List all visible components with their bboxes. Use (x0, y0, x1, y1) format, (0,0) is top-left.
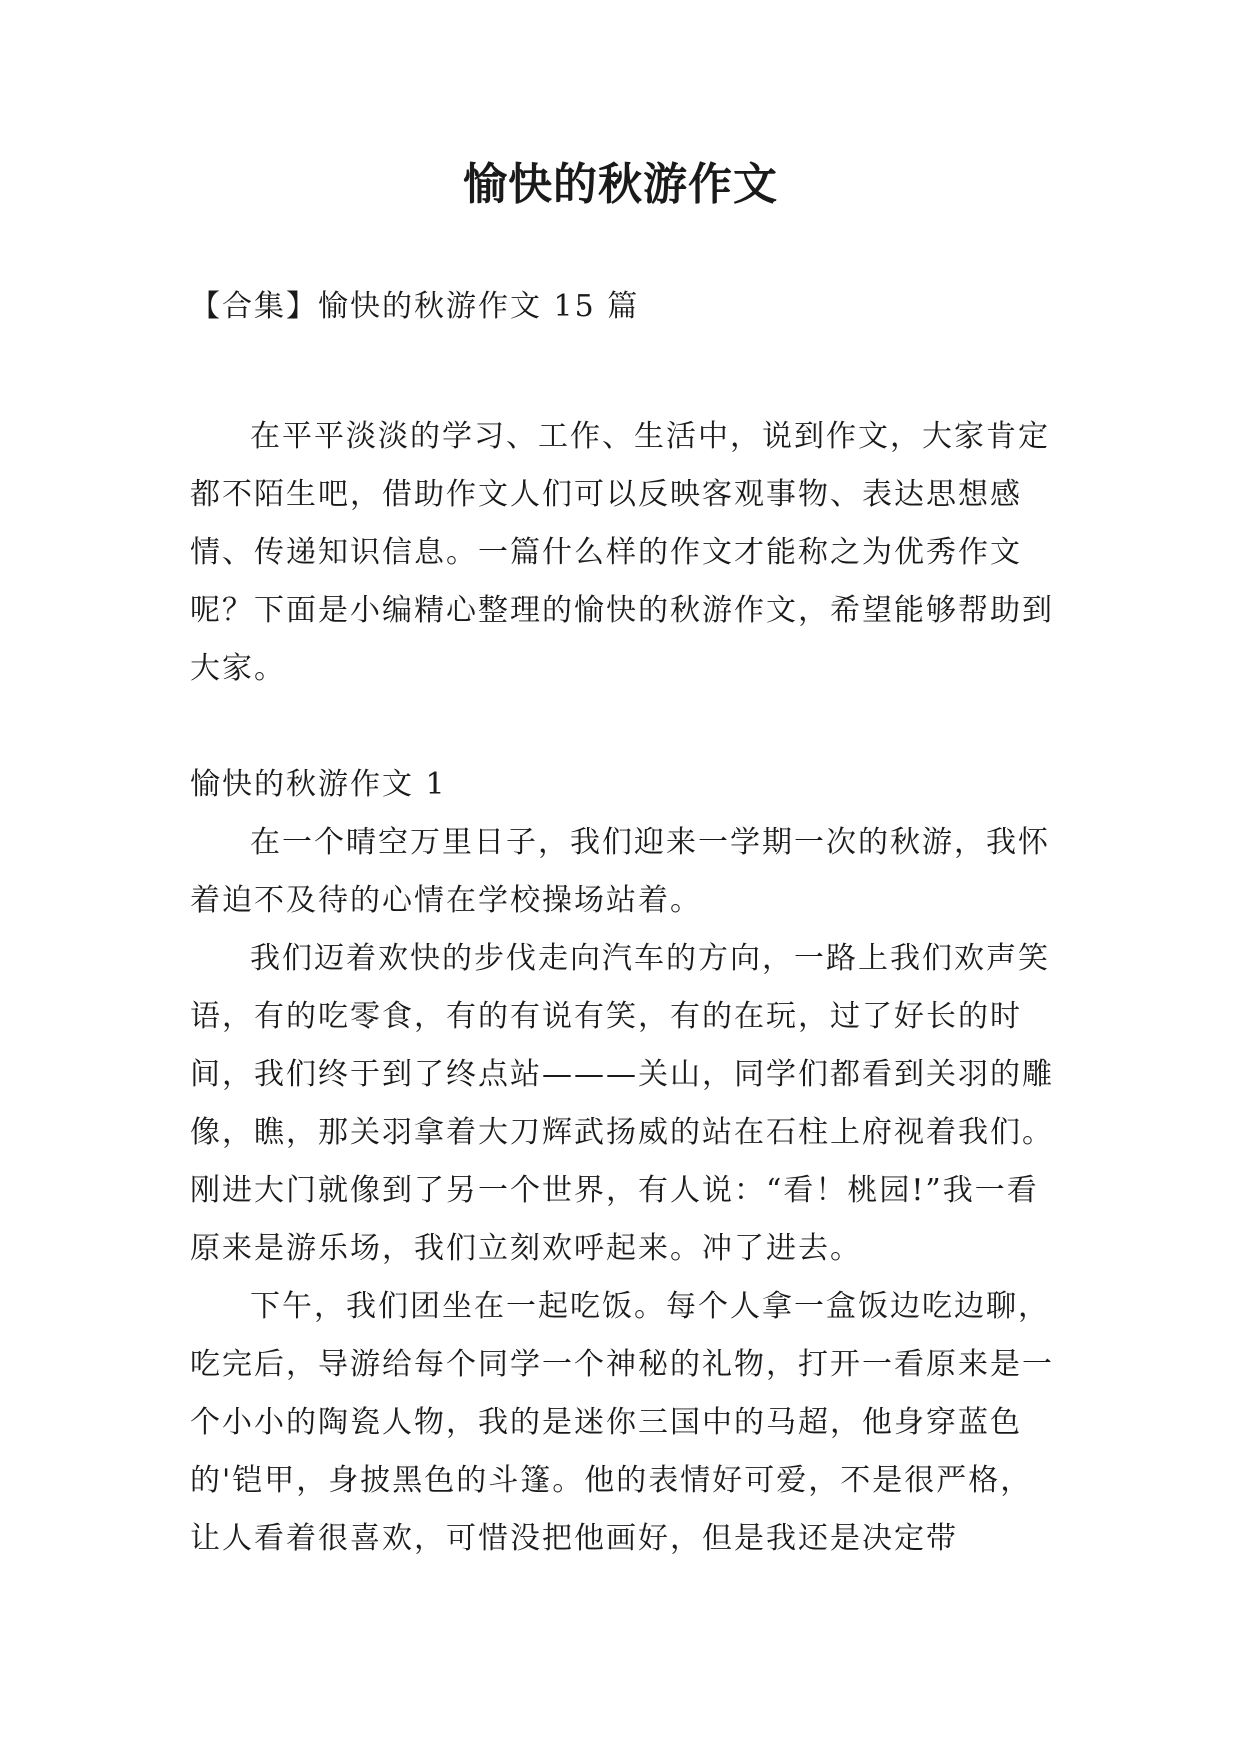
document-body (190, 408, 1060, 1568)
document-title: 愉快的秋游作文 (463, 159, 778, 210)
document-subtitle: 【合集】愉快的秋游作文 15 篇 (190, 289, 640, 324)
intro-paragraph: 在平平淡淡的学习、工作、生活中，说到作文，大家肯定都不陌生吧，借助作文人们可以反映客观事物、表达思想感情、传递知识信息。一篇什么样的作文才能称之为优秀作文呢？下面是小编精心整理的愉快的秋游作文，希望能够帮助到大家。 (190, 419, 1054, 686)
section-title: 愉快的秋游作文 1 (190, 767, 447, 802)
body-paragraph: 我们迈着欢快的步伐走向汽车的方向，一路上我们欢声笑语，有的吃零食，有的有说有笑，有的在玩，过了好长的时间，我们终于到了终点站———关山，同学们都看到关羽的雕像，瞧，那关羽拿着大刀辉武扬威的站在石柱上府视着我们。刚进大门就像到了另一个世界，有人说：“看！桃园!”我一看原来是游乐场，我们立刻欢呼起来。冲了进去。 (190, 941, 1054, 1266)
body-paragraph: 下午，我们团坐在一起吃饭。每个人拿一盒饭边吃边聊，吃完后，导游给每个同学一个神秘的礼物，打开一看原来是一个小小的陶瓷人物，我的是迷你三国中的马超，他身穿蓝色的'铠甲，身披黑色的斗篷。他的表情好可爱，不是很严格，让人看着很喜欢，可惜没把他画好，但是我还是决定带 (190, 1289, 1054, 1556)
body-paragraph: 在一个晴空万里日子，我们迎来一学期一次的秋游，我怀着迫不及待的心情在学校操场站着。 (190, 825, 1050, 918)
